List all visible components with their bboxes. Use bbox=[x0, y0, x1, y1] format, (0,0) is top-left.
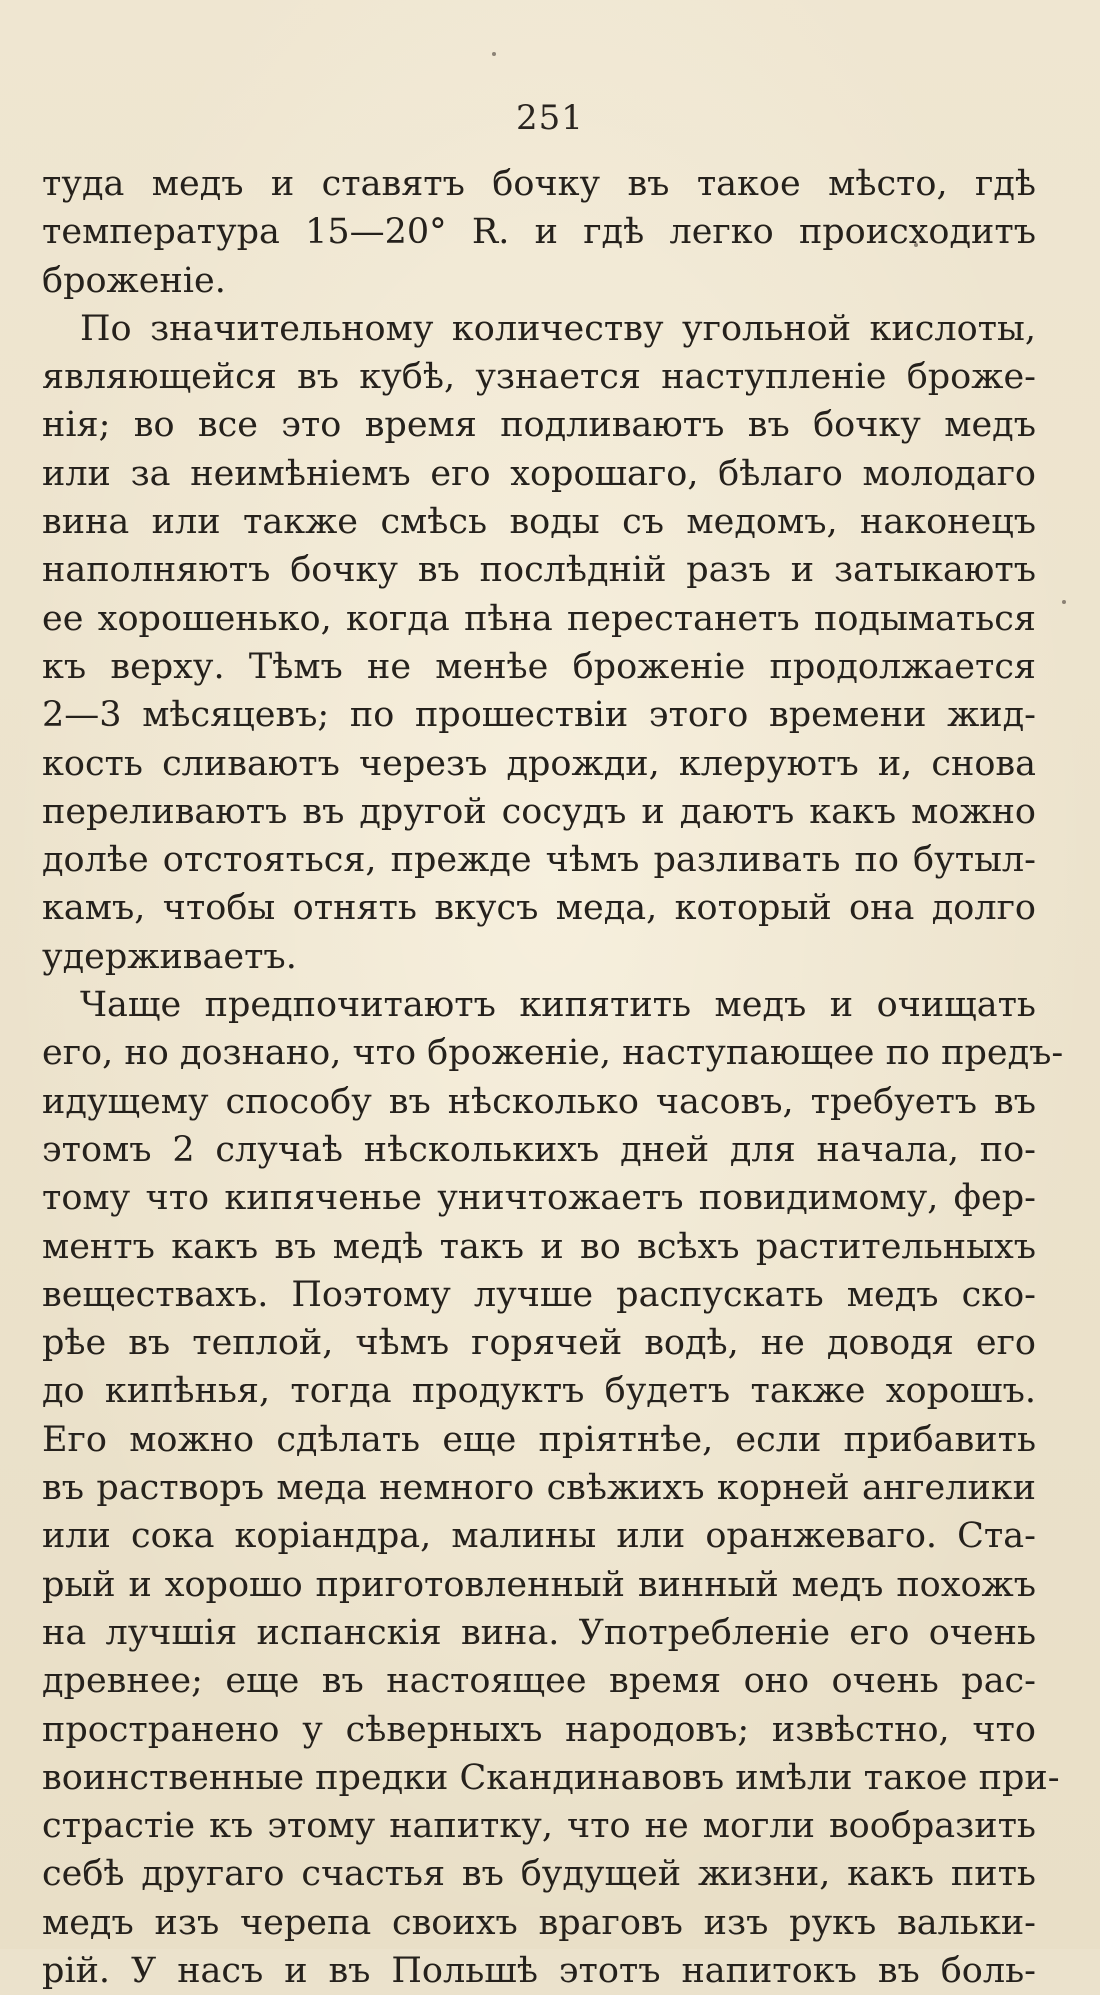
text-line: наполняютъ бочку въ послѣдній разъ и затыкаютъ bbox=[42, 550, 1036, 591]
text-line: По значительному количеству угольной кислоты, bbox=[80, 308, 1036, 349]
text-line: броженіе. bbox=[42, 260, 226, 301]
text-line: или сока коріандра, малины или оранжеваго. Ста- bbox=[42, 1516, 1036, 1557]
text-line: камъ, чтобы отнять вкусъ меда, который она долго bbox=[42, 888, 1036, 929]
text-line: пространено у сѣверныхъ народовъ; извѣстно, что bbox=[42, 1709, 1036, 1750]
text-line: температура 15—20° R. и гдѣ легко происходитъ bbox=[42, 212, 1036, 253]
text-line: удерживаетъ. bbox=[42, 936, 297, 977]
text-line: являющейся въ кубѣ, узнается наступленіе броже- bbox=[42, 357, 1036, 398]
text-line: Его можно сдѣлать еще пріятнѣе, если прибавить bbox=[42, 1419, 1036, 1460]
text-line: въ растворъ меда немного свѣжихъ корней ангелики bbox=[42, 1468, 1036, 1509]
text-line: на лучшія испанскія вина. Употребленіе его очень bbox=[42, 1612, 1036, 1653]
text-line: этомъ 2 случаѣ нѣсколькихъ дней для начала, по- bbox=[42, 1129, 1036, 1170]
text-line: медъ изъ черепа своихъ враговъ изъ рукъ вальки- bbox=[42, 1902, 1036, 1943]
text-line: 2—3 мѣсяцевъ; по прошествіи этого времени жид- bbox=[42, 695, 1036, 736]
text-line: Чаще предпочитаютъ кипятить медъ и очищать bbox=[80, 985, 1036, 1026]
text-line: къ верху. Тѣмъ не менѣе броженіе продолжается bbox=[42, 646, 1036, 687]
text-line: воинственные предки Скандинавовъ имѣли такое при- bbox=[42, 1757, 1060, 1798]
text-line: веществахъ. Поэтому лучше распускать медъ ско- bbox=[42, 1274, 1036, 1315]
ink-speck bbox=[1062, 600, 1066, 604]
text-line: нія; во все это время подливаютъ въ бочку медъ bbox=[42, 405, 1036, 446]
text-line: до кипѣнья, тогда продуктъ будетъ также хорошъ. bbox=[42, 1371, 1036, 1412]
text-line: рій. У насъ и въ Польшѣ этотъ напитокъ въ боль- bbox=[42, 1950, 1036, 1991]
text-line: кость сливаютъ черезъ дрожди, клеруютъ и, снова bbox=[42, 743, 1036, 784]
text-line: идущему способу въ нѣсколько часовъ, требуетъ въ bbox=[42, 1081, 1036, 1122]
text-line: рѣе въ теплой, чѣмъ горячей водѣ, не доводя его bbox=[42, 1323, 1036, 1364]
text-line: себѣ другаго счастья въ будущей жизни, какъ пить bbox=[42, 1854, 1036, 1895]
text-line: древнее; еще въ настоящее время оно очень рас- bbox=[42, 1661, 1036, 1702]
text-line: ментъ какъ въ медѣ такъ и во всѣхъ растительныхъ bbox=[42, 1226, 1036, 1267]
text-line: ее хорошенько, когда пѣна перестанетъ подыматься bbox=[42, 598, 1036, 639]
ink-speck bbox=[492, 52, 496, 56]
text-line: вина или также смѣсь воды съ медомъ, наконецъ bbox=[42, 502, 1036, 543]
text-line: рый и хорошо приготовленный винный медъ похожъ bbox=[42, 1564, 1036, 1605]
text-line: туда медъ и ставятъ бочку въ такое мѣсто, гдѣ bbox=[42, 164, 1036, 204]
text-line: переливаютъ въ другой сосудъ и даютъ какъ можно bbox=[42, 791, 1036, 832]
text-line: его, но дознано, что броженіе, наступающее по предъ- bbox=[42, 1033, 1064, 1074]
text-line: страстіе къ этому напитку, что не могли вообразить bbox=[42, 1806, 1036, 1847]
text-line: долѣе отстояться, прежде чѣмъ разливать по бутыл- bbox=[42, 840, 1036, 881]
page-number: 251 bbox=[516, 98, 584, 138]
text-line: или за неимѣніемъ его хорошаго, бѣлаго молодаго bbox=[42, 453, 1036, 494]
body-text bbox=[42, 160, 1064, 1995]
text-line: тому что кипяченье уничтожаетъ повидимому, фер- bbox=[42, 1178, 1036, 1219]
